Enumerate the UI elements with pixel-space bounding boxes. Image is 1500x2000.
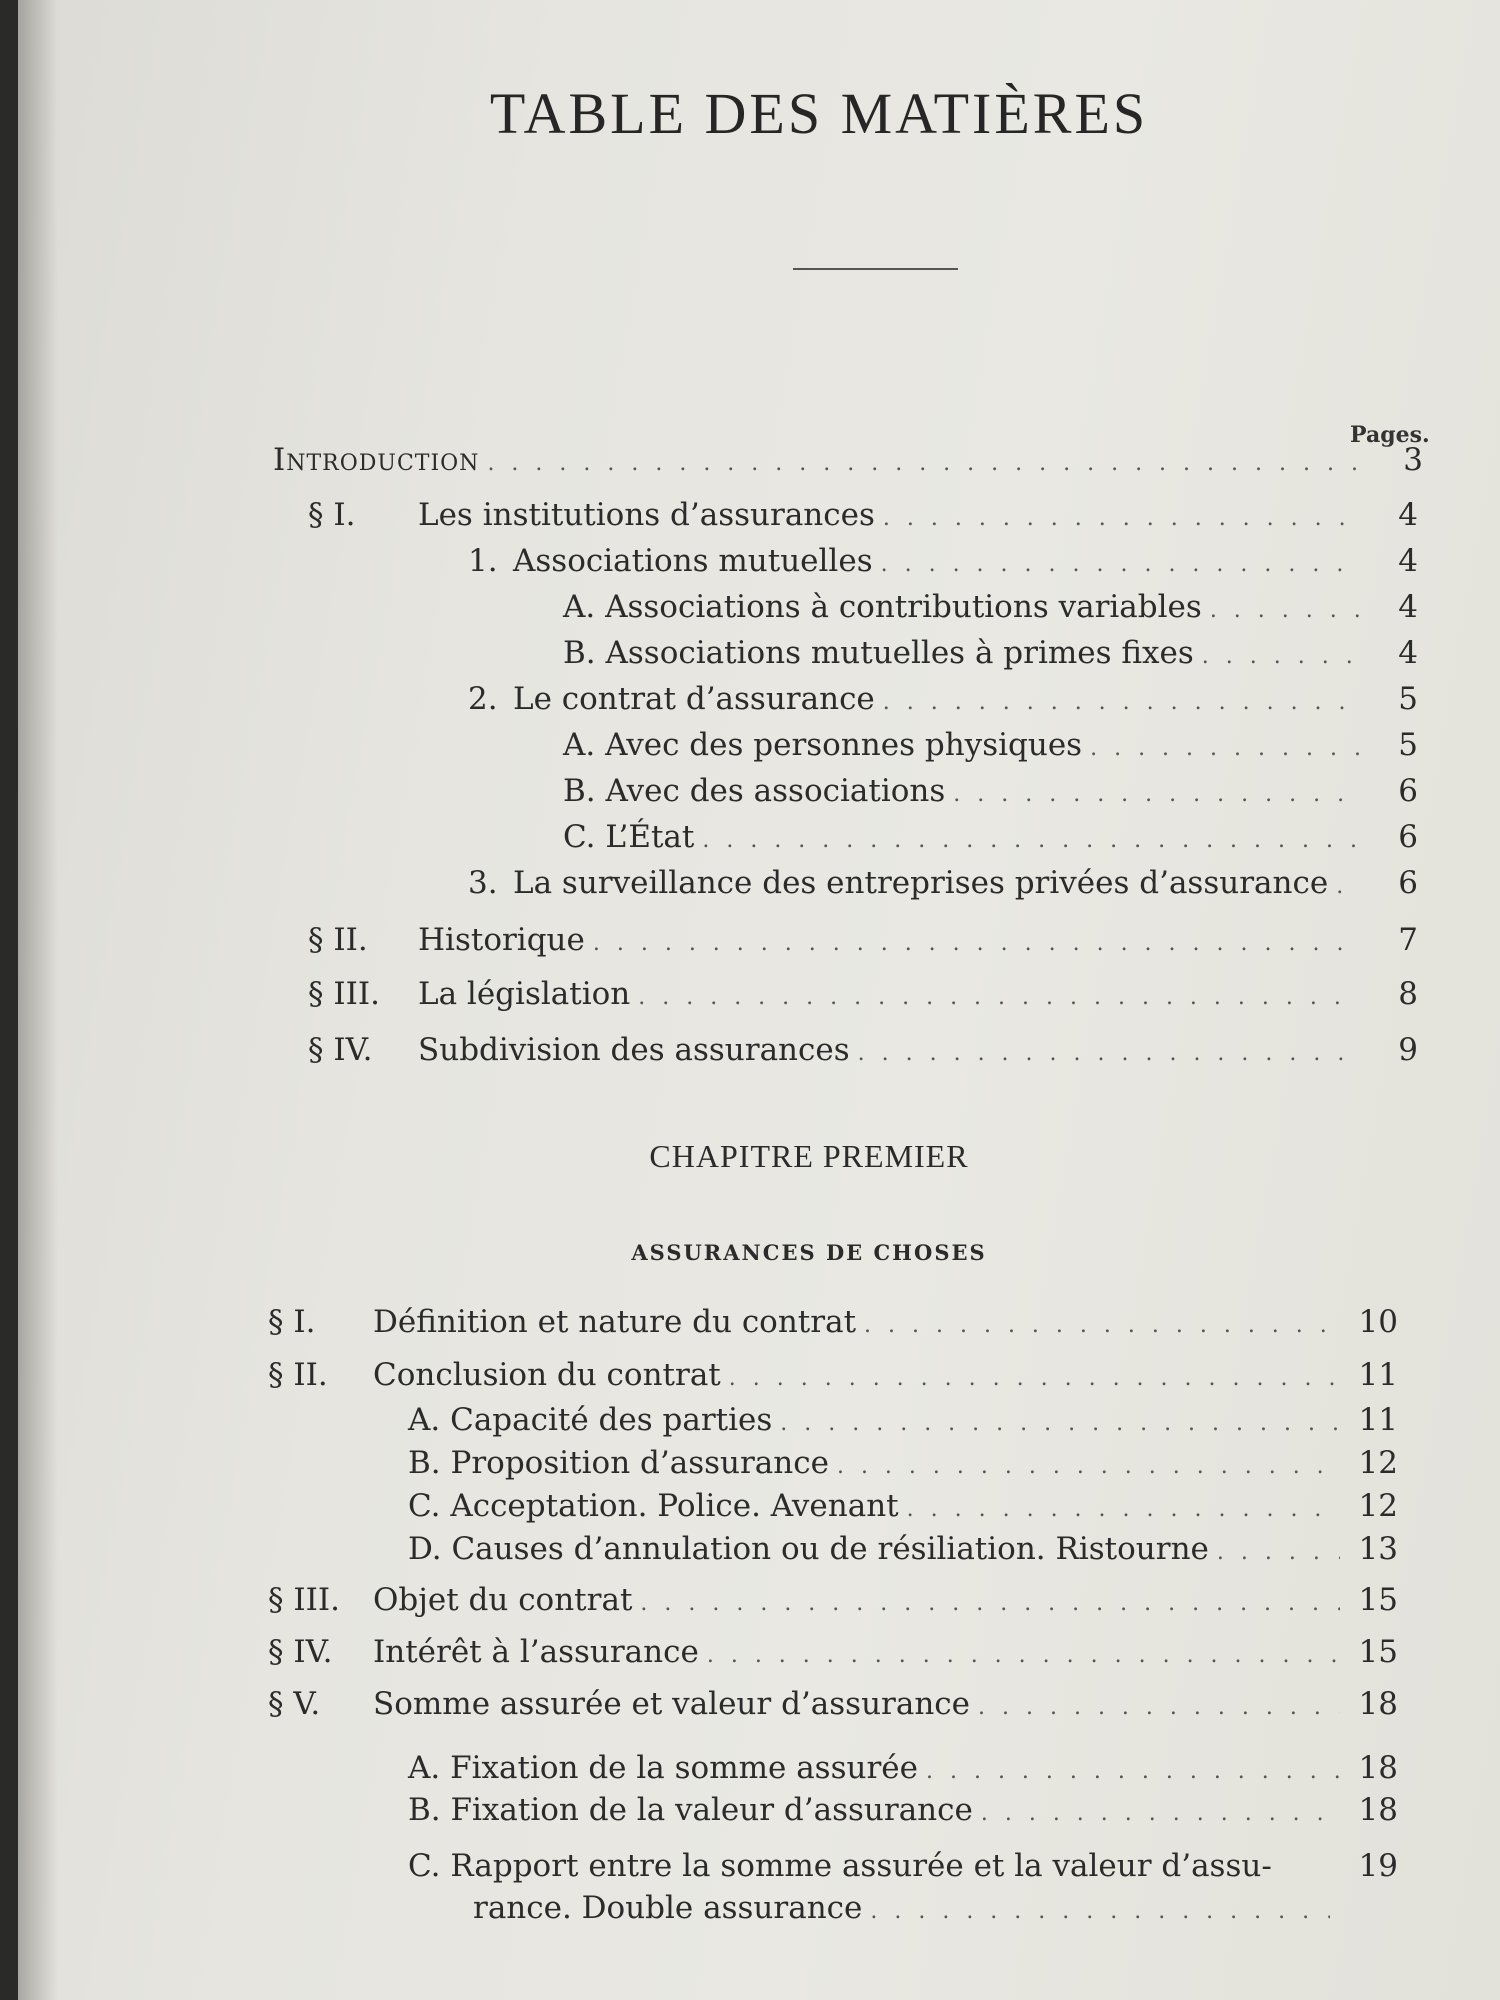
toc-entry: [408, 1529, 1398, 1573]
toc-entry-label: La législation: [418, 976, 631, 1012]
toc-entry-page: 18: [1358, 1792, 1398, 1828]
toc-entry-label: Le contrat d’assurance: [513, 681, 875, 717]
toc-entry-page: 4: [1398, 497, 1418, 533]
book-page: [18, 0, 1500, 2000]
toc-entry-page: 6: [1398, 819, 1418, 855]
toc-entry-label: Historique: [418, 922, 585, 958]
toc-leader-dots: [1336, 867, 1360, 907]
toc-entry-label: A. Avec des personnes physiques: [563, 727, 1083, 763]
toc-entry: [408, 1846, 1398, 1886]
toc-entry: [563, 771, 1418, 815]
toc-entry-page: 3: [1403, 442, 1423, 478]
toc-entry: [268, 1580, 1398, 1624]
toc-entry: [268, 1684, 1398, 1728]
toc-entry: [468, 863, 1418, 907]
toc-leader-dots: [981, 1794, 1340, 1834]
toc-leader-dots: [729, 1359, 1340, 1399]
toc-entry-label: A. Fixation de la somme assurée: [408, 1750, 918, 1786]
toc-entry-label: A. Associations à contributions variables: [563, 589, 1202, 625]
chapter-subtitle: ASSURANCES DE CHOSES: [631, 1240, 987, 1265]
toc-leader-dots: [1217, 1533, 1340, 1573]
toc-entry: [268, 1632, 1398, 1676]
toc-entry-label: C. L’État: [563, 819, 695, 855]
toc-entry-label: La surveillance des entreprises privées d’assurance: [513, 865, 1329, 901]
toc-entry: [408, 1400, 1398, 1444]
toc-leader-dots: [1202, 637, 1360, 677]
toc-entry-page: 4: [1398, 589, 1418, 625]
toc-entry: [563, 587, 1418, 631]
toc-entry-label: Objet du contrat: [373, 1582, 633, 1618]
toc-entry-page: 13: [1358, 1531, 1398, 1567]
toc-entry-page: 6: [1398, 773, 1418, 809]
toc-entry: [408, 1748, 1398, 1792]
toc-entry-section: 1.: [468, 543, 498, 579]
toc-leader-dots: [864, 1306, 1340, 1346]
toc-entry-label: rance. Double assurance: [473, 1890, 863, 1926]
toc-entry-page: 15: [1358, 1634, 1398, 1670]
toc-leader-dots: [707, 1636, 1340, 1676]
toc-entry: [308, 1030, 1418, 1074]
toc-entry: [563, 633, 1418, 677]
toc-entry-section: § IV.: [268, 1634, 333, 1670]
toc-leader-dots: [926, 1752, 1340, 1792]
toc-entry-page: 18: [1358, 1686, 1398, 1722]
toc-leader-dots: [487, 444, 1365, 484]
toc-entry-section: § II.: [308, 922, 368, 958]
toc-entry: [468, 541, 1418, 585]
toc-entry-label: A. Capacité des parties: [408, 1402, 773, 1438]
toc-leader-dots: [638, 978, 1360, 1018]
toc-entry-page: 4: [1398, 543, 1418, 579]
toc-entry-label: B. Avec des associations: [563, 773, 946, 809]
toc-leader-dots: [881, 545, 1360, 585]
toc-entry-page: 9: [1398, 1032, 1418, 1068]
toc-entry-label: Associations mutuelles: [513, 543, 873, 579]
chapter-title: CHAPITRE PREMIER: [649, 1138, 969, 1174]
toc-entry-label: Somme assurée et valeur d’assurance: [373, 1686, 971, 1722]
toc-entry: [268, 1355, 1398, 1399]
toc-entry-label: Définition et nature du contrat: [373, 1304, 857, 1340]
toc-entry-label: B. Associations mutuelles à primes fixes: [563, 635, 1194, 671]
toc-entry-section: § II.: [268, 1357, 328, 1393]
toc-leader-dots: [883, 683, 1360, 723]
toc-entry-page: 11: [1358, 1402, 1398, 1438]
toc-leader-dots: [780, 1404, 1340, 1444]
toc-entry-label: Subdivision des assurances: [418, 1032, 850, 1068]
toc-leader-dots: [907, 1490, 1340, 1530]
toc-entry-label: Introduction: [273, 442, 480, 478]
toc-entry-page: 10: [1358, 1304, 1398, 1340]
toc-entry-section: § IV.: [308, 1032, 373, 1068]
toc-entry-page: 12: [1358, 1445, 1398, 1481]
page-gutter-shadow: [18, 0, 58, 2000]
toc-leader-dots: [640, 1584, 1340, 1624]
toc-entry: [268, 1302, 1398, 1346]
toc-entry-continuation: [473, 1888, 1338, 1932]
toc-entry-section: § V.: [268, 1686, 321, 1722]
toc-entry-page: 18: [1358, 1750, 1398, 1786]
toc-entry-label: Les institutions d’assurances: [418, 497, 875, 533]
toc-entry-section: § III.: [268, 1582, 340, 1618]
toc-entry: [408, 1790, 1398, 1834]
toc-leader-dots: [978, 1688, 1340, 1728]
toc-leader-dots: [837, 1447, 1340, 1487]
toc-entry-section: § I.: [308, 497, 356, 533]
toc-entry: [273, 440, 1423, 484]
toc-leader-dots: [883, 499, 1360, 539]
pages-column-label: Pages.: [1350, 422, 1430, 448]
toc-leader-dots: [953, 775, 1360, 815]
toc-entry: [308, 974, 1418, 1018]
toc-entry-page: 4: [1398, 635, 1418, 671]
toc-leader-dots: [858, 1034, 1360, 1074]
title-divider: [793, 268, 958, 270]
toc-entry-page: 19: [1358, 1848, 1398, 1884]
toc-entry: [468, 679, 1418, 723]
toc-entry-page: 5: [1398, 681, 1418, 717]
toc-entry-page: 15: [1358, 1582, 1398, 1618]
toc-leader-dots: [870, 1892, 1330, 1932]
toc-entry: [408, 1443, 1398, 1487]
toc-entry-label: Conclusion du contrat: [373, 1357, 721, 1393]
toc-entry-page: 6: [1398, 865, 1418, 901]
toc-entry: [408, 1486, 1398, 1530]
toc-leader-dots: [593, 924, 1360, 964]
toc-leader-dots: [702, 821, 1360, 861]
toc-entry-label: C. Acceptation. Police. Avenant: [408, 1488, 899, 1524]
toc-entry-page: 11: [1358, 1357, 1398, 1393]
toc-entry-label: Intérêt à l’assurance: [373, 1634, 699, 1670]
toc-entry-label: B. Fixation de la valeur d’assurance: [408, 1792, 973, 1828]
page-title: TABLE DES MATIÈRES: [489, 81, 1149, 146]
toc-entry-label: D. Causes d’annulation ou de résiliation. Ristourne: [408, 1531, 1209, 1567]
toc-entry-section: 2.: [468, 681, 498, 717]
toc-leader-dots: [1210, 591, 1360, 631]
toc-leader-dots: [1090, 729, 1360, 769]
toc-entry-page: 12: [1358, 1488, 1398, 1524]
toc-entry-page: 7: [1398, 922, 1418, 958]
toc-entry-page: 8: [1398, 976, 1418, 1012]
toc-entry-section: § I.: [268, 1304, 316, 1340]
toc-entry-label: B. Proposition d’assurance: [408, 1445, 829, 1481]
toc-entry-label: C. Rapport entre la somme assurée et la valeur d’assu-: [408, 1848, 1272, 1884]
toc-entry-section: 3.: [468, 865, 498, 901]
toc-entry: [563, 817, 1418, 861]
toc-entry: [308, 495, 1418, 539]
toc-entry-page: 5: [1398, 727, 1418, 763]
toc-entry: [563, 725, 1418, 769]
toc-entry-section: § III.: [308, 976, 380, 1012]
toc-entry: [308, 920, 1418, 964]
